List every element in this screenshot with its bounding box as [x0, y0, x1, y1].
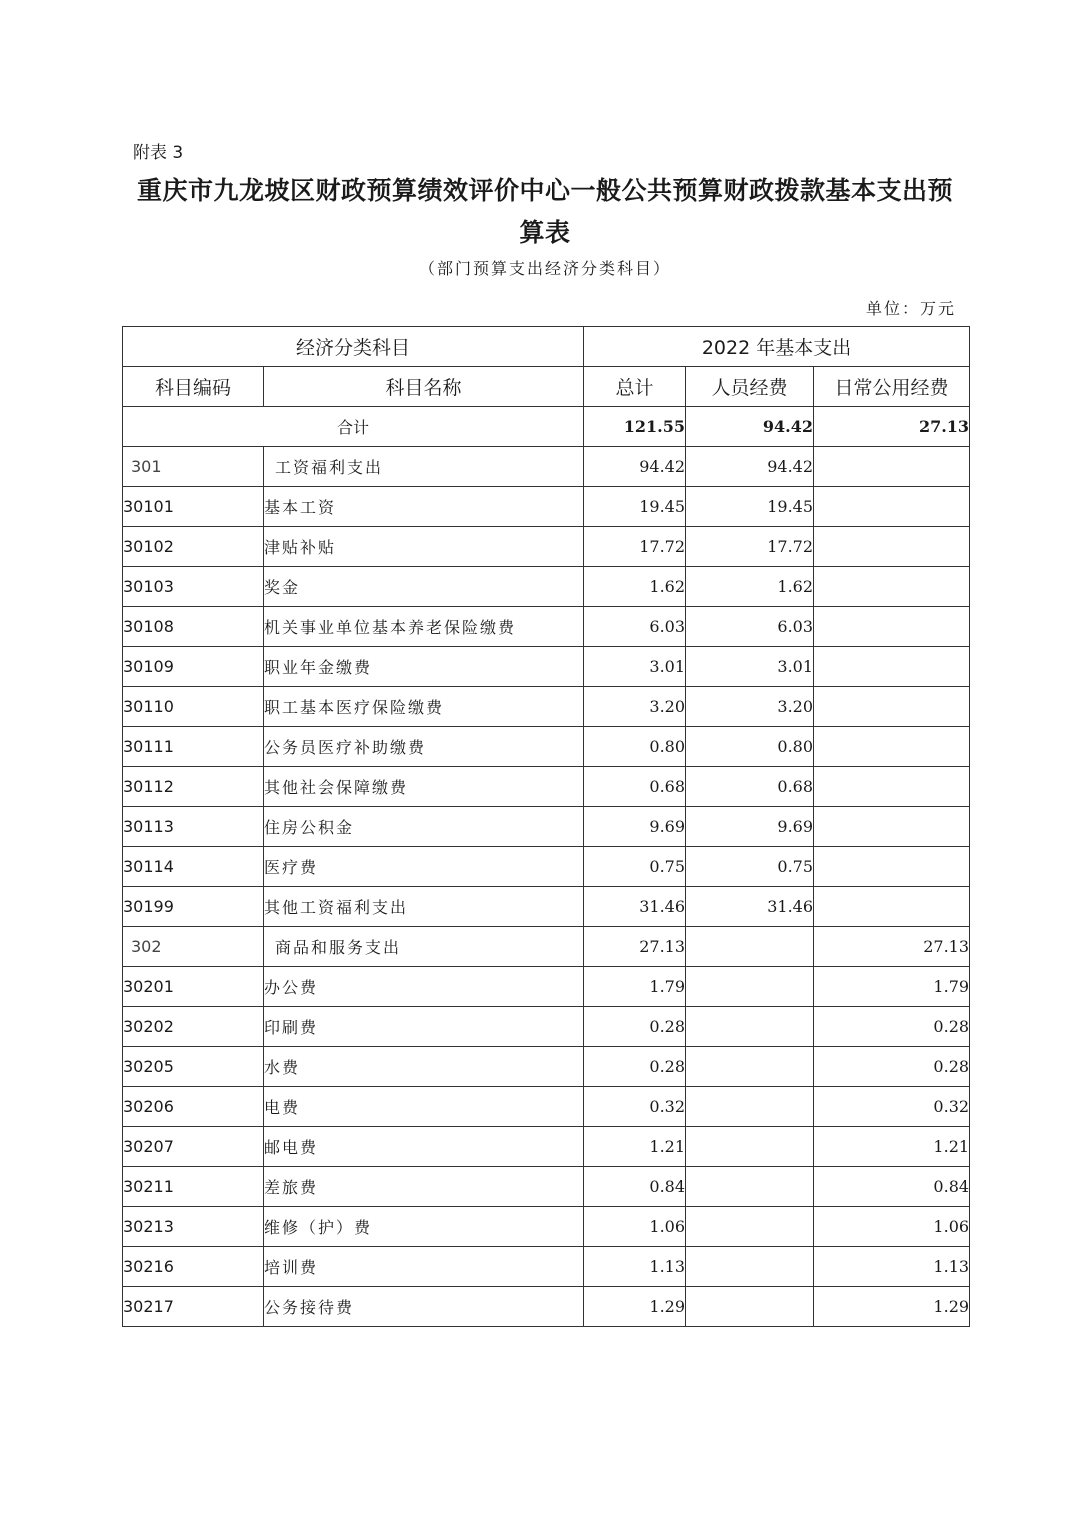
- row-code: 30205: [123, 1047, 264, 1087]
- row-name: 基本工资: [264, 487, 584, 527]
- row-personnel: 3.20: [686, 687, 814, 727]
- table-row: [123, 1007, 970, 1047]
- row-total: 1.21: [584, 1127, 686, 1167]
- row-code: 30102: [123, 527, 264, 567]
- row-name: 职工基本医疗保险缴费: [264, 687, 584, 727]
- row-total: 0.28: [584, 1047, 686, 1087]
- table-row: [123, 967, 970, 1007]
- table-row: [123, 1127, 970, 1167]
- row-code: 30101: [123, 487, 264, 527]
- row-name: 机关事业单位基本养老保险缴费: [264, 607, 584, 647]
- table-row: [123, 767, 970, 807]
- row-personnel: 1.62: [686, 567, 814, 607]
- table-row: [123, 487, 970, 527]
- header-economic-category: 经济分类科目: [123, 327, 584, 367]
- row-name: 公务员医疗补助缴费: [264, 727, 584, 767]
- row-daily: 1.13: [814, 1247, 970, 1287]
- row-total: 19.45: [584, 487, 686, 527]
- row-daily: [814, 567, 970, 607]
- row-name: 津贴补贴: [264, 527, 584, 567]
- header-code: 科目编码: [123, 367, 264, 407]
- row-daily: 0.84: [814, 1167, 970, 1207]
- header-year-basic-expense: 2022 年基本支出: [584, 327, 970, 367]
- row-name: 办公费: [264, 967, 584, 1007]
- total-row: [123, 407, 970, 447]
- row-daily: [814, 807, 970, 847]
- row-total: 6.03: [584, 607, 686, 647]
- row-code: 30207: [123, 1127, 264, 1167]
- table-row: [123, 647, 970, 687]
- table-row: [123, 1047, 970, 1087]
- row-daily: [814, 607, 970, 647]
- row-total: 3.01: [584, 647, 686, 687]
- row-total: 17.72: [584, 527, 686, 567]
- row-name: 其他社会保障缴费: [264, 767, 584, 807]
- table-row: [123, 1167, 970, 1207]
- row-daily: [814, 687, 970, 727]
- row-personnel: [686, 1247, 814, 1287]
- table-row: [123, 927, 970, 967]
- row-total: 0.75: [584, 847, 686, 887]
- row-total: 3.20: [584, 687, 686, 727]
- budget-table: [122, 326, 970, 1327]
- row-total: 1.29: [584, 1287, 686, 1327]
- row-code: 30201: [123, 967, 264, 1007]
- row-code: 30211: [123, 1167, 264, 1207]
- row-name: 培训费: [264, 1247, 584, 1287]
- header-name: 科目名称: [264, 367, 584, 407]
- row-name: 奖金: [264, 567, 584, 607]
- row-personnel: 0.68: [686, 767, 814, 807]
- row-name: 商品和服务支出: [264, 927, 584, 967]
- row-daily: [814, 767, 970, 807]
- row-total: 0.80: [584, 727, 686, 767]
- row-personnel: 3.01: [686, 647, 814, 687]
- row-personnel: [686, 1207, 814, 1247]
- row-code: 30206: [123, 1087, 264, 1127]
- table-row: [123, 1247, 970, 1287]
- row-total: 31.46: [584, 887, 686, 927]
- row-daily: 1.21: [814, 1127, 970, 1167]
- row-personnel: 6.03: [686, 607, 814, 647]
- row-total: 0.28: [584, 1007, 686, 1047]
- row-personnel: 94.42: [686, 447, 814, 487]
- row-daily: 0.28: [814, 1047, 970, 1087]
- row-name: 差旅费: [264, 1167, 584, 1207]
- row-daily: 1.79: [814, 967, 970, 1007]
- row-code: 30202: [123, 1007, 264, 1047]
- header-total: 总计: [584, 367, 686, 407]
- row-daily: [814, 527, 970, 567]
- row-personnel: 9.69: [686, 807, 814, 847]
- row-name: 印刷费: [264, 1007, 584, 1047]
- table-row: [123, 1087, 970, 1127]
- row-name: 公务接待费: [264, 1287, 584, 1327]
- table-row: [123, 727, 970, 767]
- row-daily: [814, 887, 970, 927]
- document-title: 重庆市九龙坡区财政预算绩效评价中心一般公共预算财政拨款基本支出预算表: [136, 176, 953, 247]
- header-daily: 日常公用经费: [814, 367, 970, 407]
- row-total: 0.68: [584, 767, 686, 807]
- row-personnel: [686, 1007, 814, 1047]
- row-code: 30217: [123, 1287, 264, 1327]
- row-name: 住房公积金: [264, 807, 584, 847]
- row-personnel: 31.46: [686, 887, 814, 927]
- row-daily: 0.28: [814, 1007, 970, 1047]
- row-total: 1.06: [584, 1207, 686, 1247]
- row-name: 维修（护）费: [264, 1207, 584, 1247]
- row-name: 电费: [264, 1087, 584, 1127]
- row-personnel: 0.80: [686, 727, 814, 767]
- row-personnel: [686, 927, 814, 967]
- row-personnel: [686, 967, 814, 1007]
- row-total: 9.69: [584, 807, 686, 847]
- unit-label: 单位：万元: [865, 299, 956, 318]
- table-row: [123, 567, 970, 607]
- row-personnel: 19.45: [686, 487, 814, 527]
- table-row: [123, 607, 970, 647]
- row-personnel: 0.75: [686, 847, 814, 887]
- table-row: [123, 807, 970, 847]
- row-name: 职业年金缴费: [264, 647, 584, 687]
- table-row: [123, 527, 970, 567]
- row-code: 30103: [123, 567, 264, 607]
- row-personnel: [686, 1087, 814, 1127]
- row-total: 1.79: [584, 967, 686, 1007]
- total-daily: 27.13: [814, 407, 970, 447]
- header-personnel: 人员经费: [686, 367, 814, 407]
- row-total: 1.13: [584, 1247, 686, 1287]
- row-total: 1.62: [584, 567, 686, 607]
- table-row: [123, 687, 970, 727]
- row-daily: 1.06: [814, 1207, 970, 1247]
- row-code: 301: [123, 447, 264, 487]
- row-personnel: [686, 1167, 814, 1207]
- row-code: 30111: [123, 727, 264, 767]
- table-row: [123, 887, 970, 927]
- attachment-label: 附表 3: [133, 143, 184, 163]
- total-label: 合计: [123, 407, 584, 447]
- table-row: [123, 1207, 970, 1247]
- row-code: 30113: [123, 807, 264, 847]
- row-daily: 1.29: [814, 1287, 970, 1327]
- document-subtitle: （部门预算支出经济分类科目）: [418, 259, 671, 278]
- row-code: 30110: [123, 687, 264, 727]
- row-daily: [814, 487, 970, 527]
- row-code: 30216: [123, 1247, 264, 1287]
- row-name: 邮电费: [264, 1127, 584, 1167]
- row-code: 30213: [123, 1207, 264, 1247]
- table-row: [123, 1287, 970, 1327]
- table-row: [123, 847, 970, 887]
- row-personnel: [686, 1287, 814, 1327]
- row-code: 302: [123, 927, 264, 967]
- row-code: 30114: [123, 847, 264, 887]
- row-total: 0.84: [584, 1167, 686, 1207]
- total-sum: 121.55: [584, 407, 686, 447]
- row-code: 30109: [123, 647, 264, 687]
- row-name: 其他工资福利支出: [264, 887, 584, 927]
- row-total: 0.32: [584, 1087, 686, 1127]
- row-code: 30112: [123, 767, 264, 807]
- row-daily: 0.32: [814, 1087, 970, 1127]
- row-personnel: [686, 1127, 814, 1167]
- row-total: 27.13: [584, 927, 686, 967]
- row-daily: 27.13: [814, 927, 970, 967]
- row-daily: [814, 647, 970, 687]
- table-row: [123, 447, 970, 487]
- row-personnel: [686, 1047, 814, 1087]
- total-personnel: 94.42: [686, 407, 814, 447]
- row-daily: [814, 847, 970, 887]
- row-code: 30108: [123, 607, 264, 647]
- row-code: 30199: [123, 887, 264, 927]
- row-name: 水费: [264, 1047, 584, 1087]
- row-name: 工资福利支出: [264, 447, 584, 487]
- row-total: 94.42: [584, 447, 686, 487]
- row-name: 医疗费: [264, 847, 584, 887]
- row-daily: [814, 447, 970, 487]
- row-personnel: 17.72: [686, 527, 814, 567]
- row-daily: [814, 727, 970, 767]
